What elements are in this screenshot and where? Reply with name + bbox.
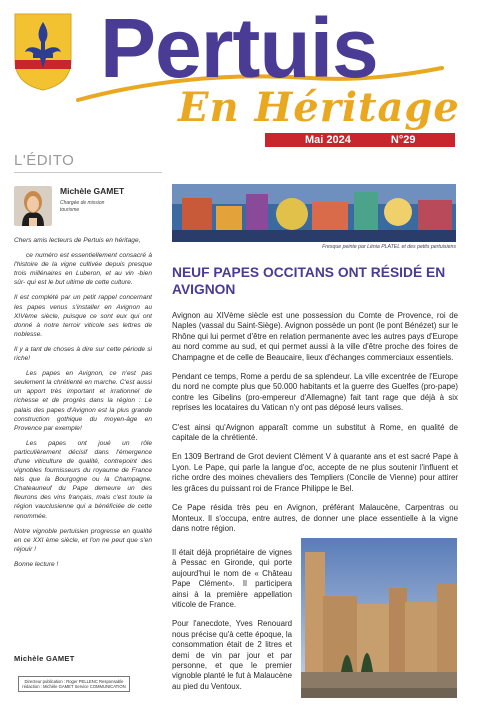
image-caption: Fresque peinte par Lénia PLATEL et des petits pertuisiens <box>322 244 456 250</box>
article-paragraph: Il était déjà propriétaire de vignes à Pessac en Gironde, qui porte aujourd'hui le nom de « Château Pape Clément». Il participera ainsi à la première appellation viticole de France. <box>172 548 292 610</box>
edito-paragraph: Chers amis lecteurs de Pertuis en héritage, <box>14 237 141 244</box>
fleur-de-lis-shield-icon <box>13 12 73 92</box>
author-role: Chargée de mission tourisme <box>60 200 105 213</box>
edito-text <box>14 236 152 575</box>
fresco-image <box>172 184 456 242</box>
issue-banner <box>265 133 455 147</box>
edito-paragraph: Les papes ont joué un rôle particulièrement décisif dans l'émergence d'une viticulture de qualité, contrepoint des vignobles fournisseurs du royaume de France tels que la Bourgogne ou la Champagne. Chateauneuf du Pape demeure un des fleurons des vins français, mais c'est toute la région vauclusienne qui a bénéficiée de cette renommée. <box>14 439 152 520</box>
issue-date: Mai 2024 <box>305 134 351 146</box>
author-photo <box>14 186 52 226</box>
divider <box>14 172 162 173</box>
article-paragraph: Avignon au XIVème siècle est une possession du Comte de Provence, roi de Naples (vassal du Saint-Siège). Avignon possède un pont (le pont Bénézet) sur le Rhône qui lui permet d'être en relation permanente avec les autres pays d'Europe au nord comme au sud, et qui permet aussi à la ville d'être proche des foires de Champagne et de celle de Beaucaire, lieux d'échanges commerciaux essentiels. <box>172 311 458 362</box>
article-paragraph: Ce Pape résida très peu en Avignon, préférant Malaucène, Carpentras ou Monteux. Il s'occupa, entre autres, de donner une place essentielle à la vigne dans notre région. <box>172 503 458 533</box>
edito-paragraph: Il est complété par un petit rappel concernant les papes venus s'installer en Avignon au XIVème siècle, puisque ce sont eux qui ont donné à notre terroir viticole ses lettres de noblesse. <box>14 294 152 338</box>
article-paragraph: Pour l'anecdote, Yves Renouard nous précise qu'à cette époque, la consommation était de 2 litres et demi de vin par jour et par personne, et que le premier vignoble planté le fut à Malaucène au pied du Ventoux. <box>172 619 292 691</box>
article-title: NEUF PAPES OCCITANS ONT RÉSIDÉ EN AVIGNON <box>172 265 446 297</box>
article-text-narrow <box>172 548 292 701</box>
edito-signature: Michèle GAMET <box>14 654 75 663</box>
edito-paragraph: Il y a tant de choses à dire sur cette période si riche! <box>14 345 152 363</box>
author-name: Michèle GAMET <box>60 186 125 196</box>
magazine-subtitle: En Héritage <box>178 84 460 131</box>
edito-paragraph: Les papes en Avignon, ce n'est pas seulement la chrétienté en marche. C'est aussi un apport très important et irrationnel de richesse et de progrès dans la région : Le palais des papes d'Avignon est la plus grande construction gothique du moyen-âge en Provence par exemple! <box>14 370 152 432</box>
edito-paragraph: Notre vignoble pertuisien progresse en qualité en ce XXI ème siècle, et l'on ne peut que s'en réjouir ! <box>14 527 152 553</box>
publication-credits: Directeur publication : Roger PELLENC Responsable rédaction : Michèle GAMET Service COMMUNICATION <box>18 676 130 692</box>
magazine-title: Pertuis <box>100 1 378 95</box>
papal-palace-photo <box>301 538 457 698</box>
issue-number: N°29 <box>390 134 416 146</box>
article-text <box>172 311 458 543</box>
article-paragraph: Pendant ce temps, Rome a perdu de sa splendeur. La ville excentrée de l'Europe du nord ne compte plus que 50.000 habitants et la guerre des Guelfes (pro-pape) contre les Gibelins (pro-empereur d'Allemagne) fait tant rage que déjà à six reprises les locataires du Vatican n'y ont pas déposé leurs valises. <box>172 372 458 413</box>
edito-paragraph: ce numéro est essentiellement consacré à l'histoire de la vigne cultivée depuis presque trois millénaires en Luberon, et au vin -bien sûr- qui est le but ultime de cette culture. <box>14 252 152 287</box>
edito-heading: L'ÉDITO <box>14 152 75 169</box>
article-paragraph: En 1309 Bertrand de Grot devient Clément V à quarante ans et est sacré Pape à Lyon. Le Pape, qui parle la langue d'oc, accepte de ne plus soutenir l'influent et riche ordre des moines chevaliers des Templiers (Concile de Vienne) pour attirer les grâces du puissant roi de France Philippe le Bel. <box>172 452 458 493</box>
edito-paragraph: Bonne lecture ! <box>14 560 59 568</box>
article-paragraph: C'est ainsi qu'Avignon apparaît comme un substitut à Rome, en qualité de capitale de la chrétienté. <box>172 422 458 443</box>
